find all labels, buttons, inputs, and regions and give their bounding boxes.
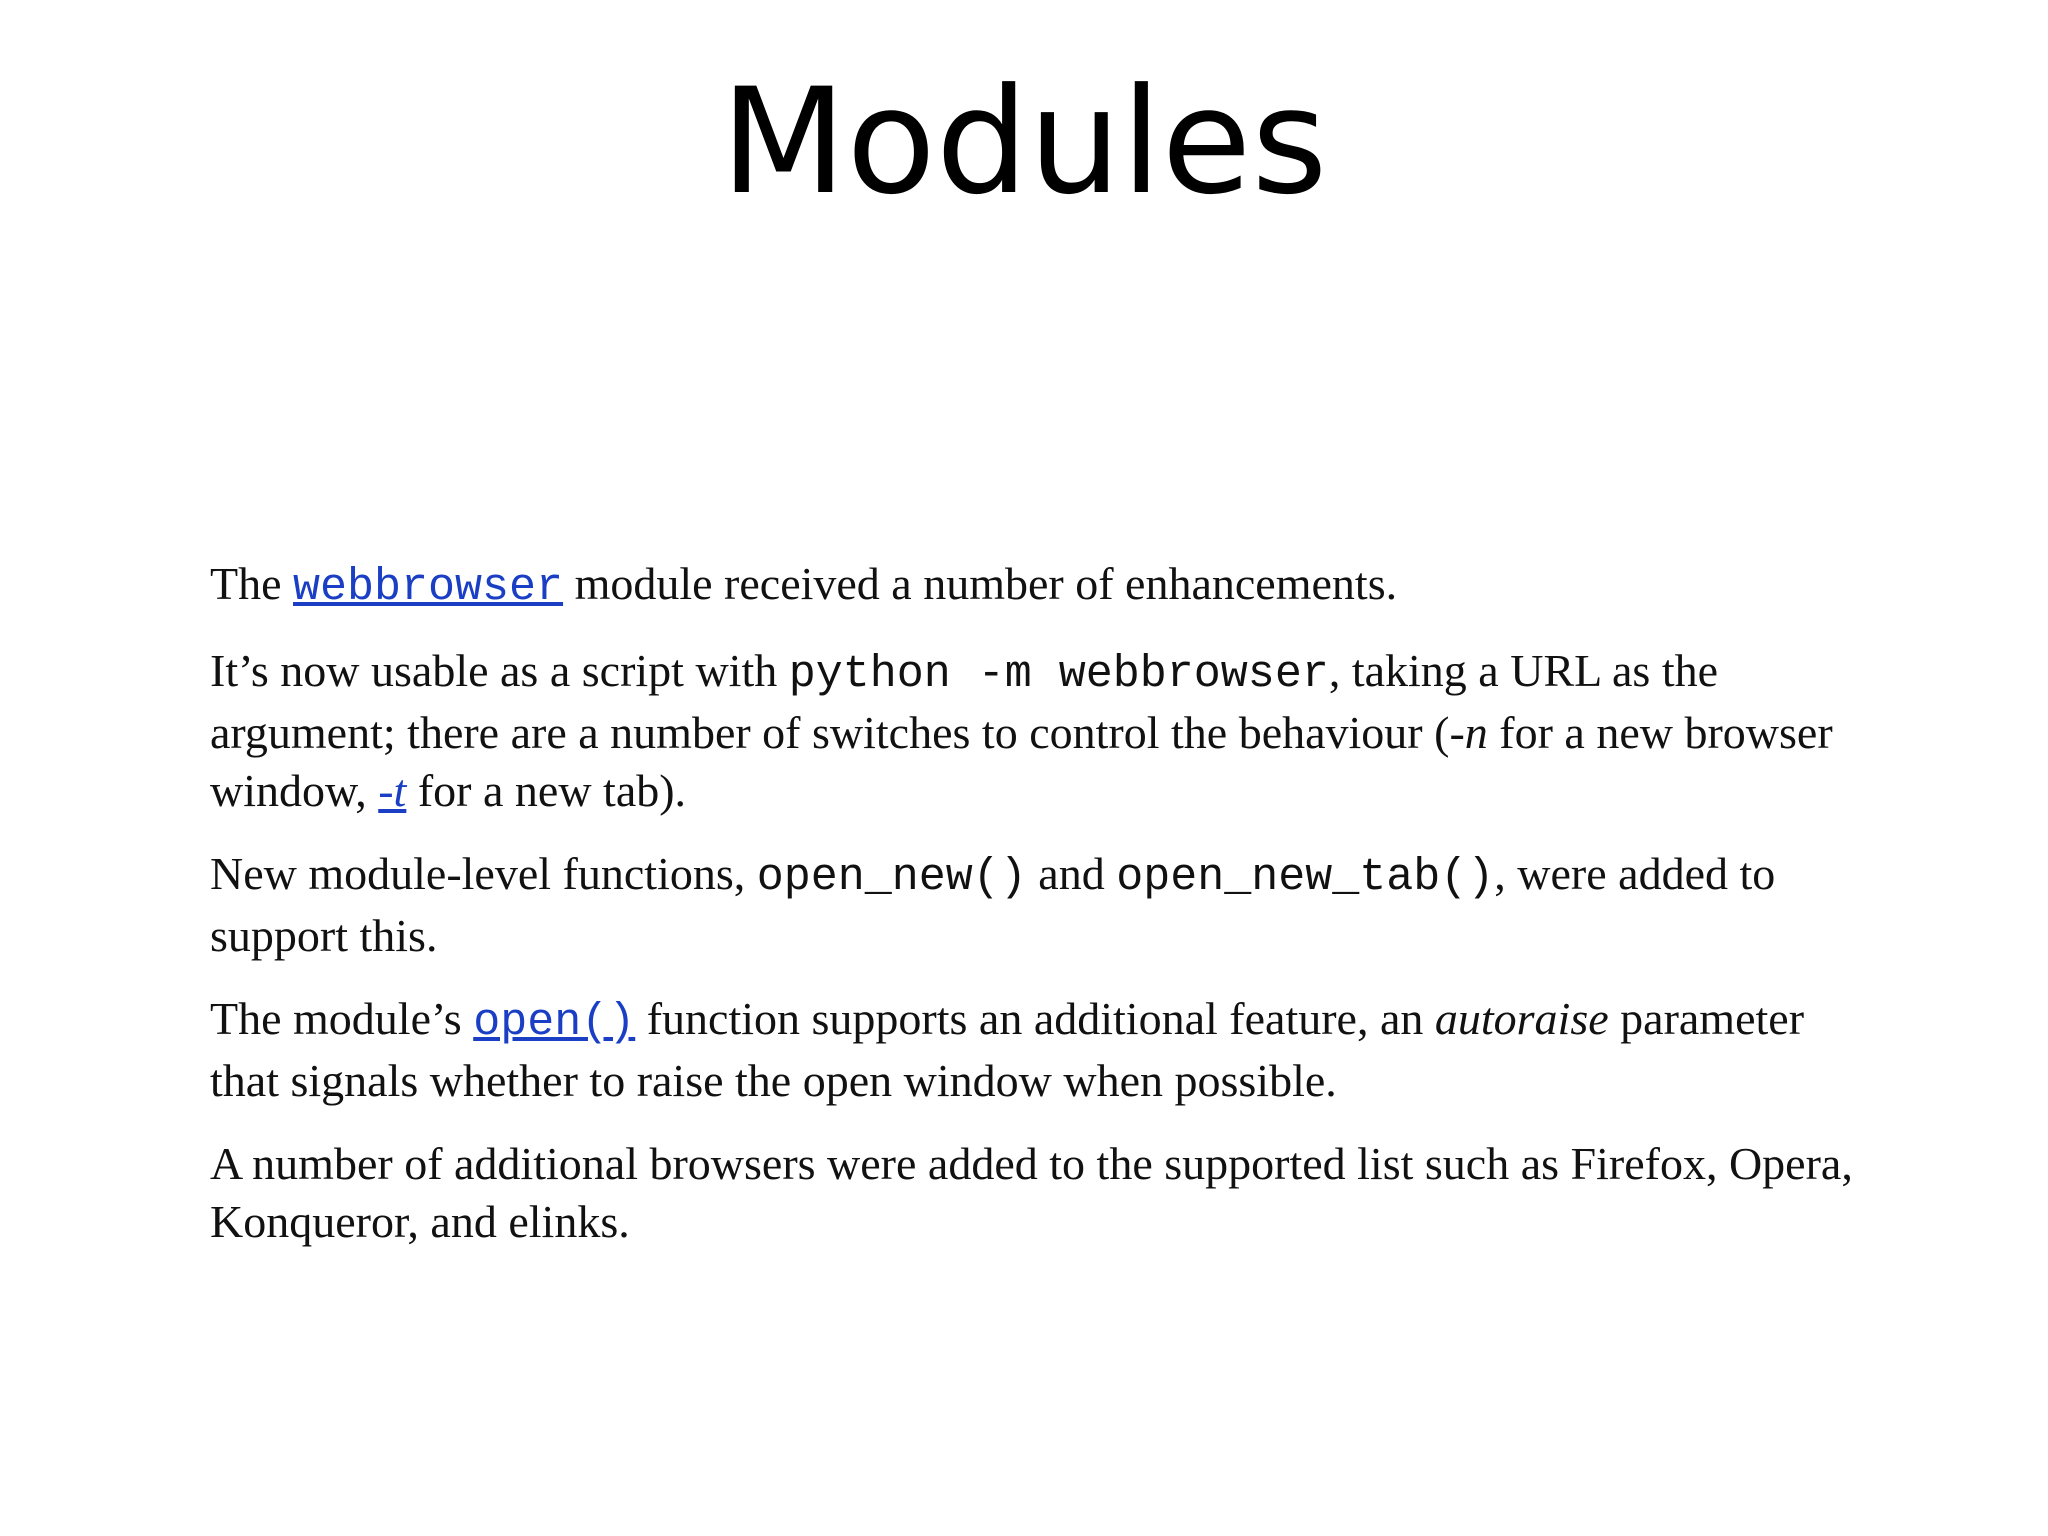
webbrowser-link[interactable]: webbrowser	[293, 562, 564, 613]
text-segment: The	[210, 558, 294, 609]
slide-body	[210, 555, 1860, 1276]
text-segment: , were added to support this.	[210, 848, 1776, 961]
slide-title: Modules	[720, 57, 1328, 227]
option-n: -n	[1449, 707, 1488, 758]
paragraph-autoraise	[210, 990, 1860, 1110]
autoraise-term: autoraise	[1434, 993, 1609, 1044]
text-segment: The module’s	[210, 993, 474, 1044]
text-segment: function supports an additional feature, an	[635, 993, 1435, 1044]
text-segment: It’s now usable as a script with	[210, 645, 789, 696]
code-python-command: python -m webbrowser	[788, 649, 1329, 700]
text-segment: parameter that signals whether to raise the open window when possible.	[210, 993, 1805, 1106]
paragraph-new-functions	[210, 845, 1860, 965]
code-open-new: open_new()	[756, 852, 1027, 903]
option-t: -t	[378, 765, 407, 816]
text-segment: New module-level functions,	[210, 848, 757, 899]
text-segment: for a new tab).	[406, 765, 687, 816]
text-segment: A number of additional browsers were added to the supported list such as Firefox, Opera, Konqueror, and elinks.	[210, 1138, 1853, 1247]
text-segment: and	[1026, 848, 1117, 899]
code-open-new-tab: open_new_tab()	[1116, 852, 1495, 903]
paragraph-webbrowser-enhancements	[210, 555, 1860, 617]
text-segment: module received a number of enhancements.	[563, 558, 1398, 609]
text-segment: for a new browser window,	[210, 707, 1833, 816]
open-function-link[interactable]: open()	[473, 997, 636, 1048]
option-t-link[interactable]	[378, 765, 406, 816]
text-segment: , taking a URL as the argument; there are a number of switches to control the behaviour (	[210, 645, 1719, 758]
paragraph-additional-browsers	[210, 1135, 1860, 1251]
paragraph-script-usage	[210, 642, 1860, 820]
